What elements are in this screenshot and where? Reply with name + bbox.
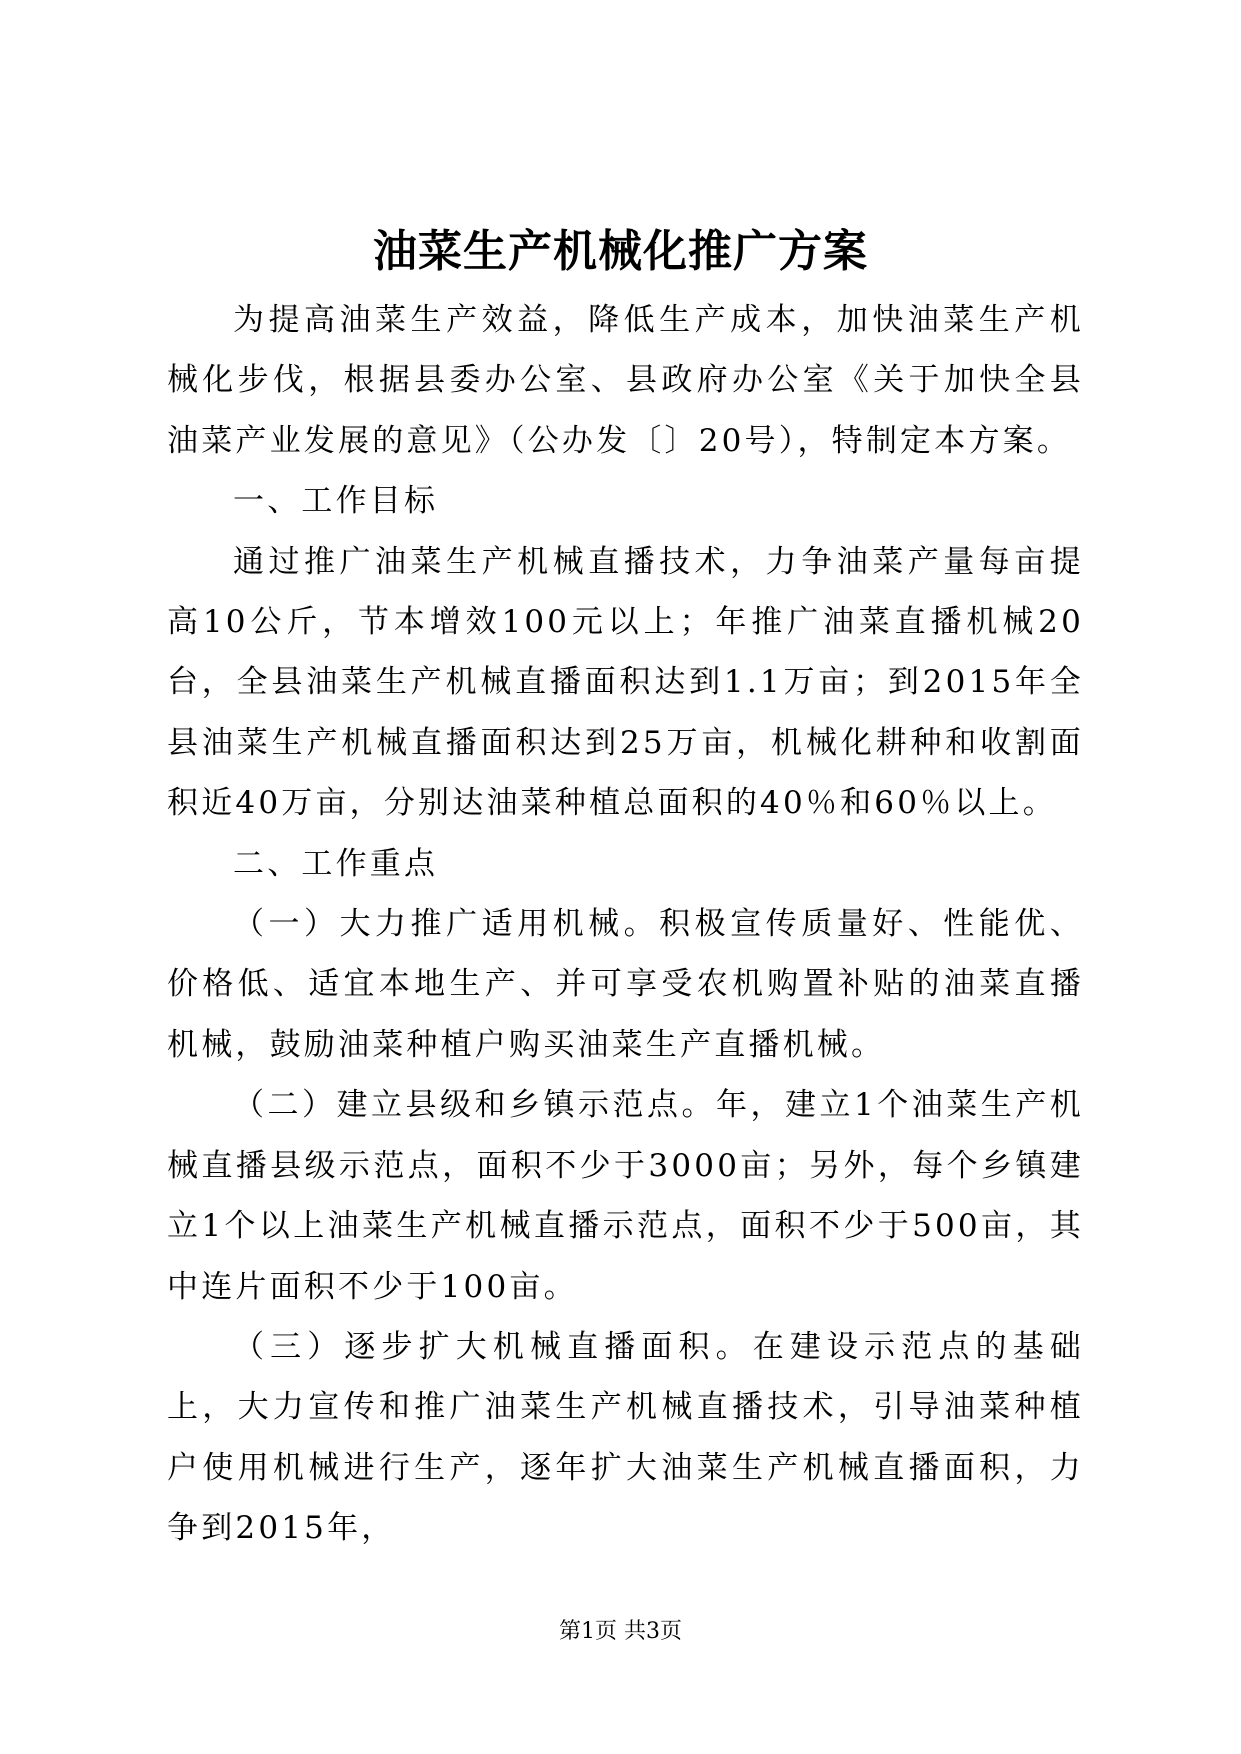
paragraph-work-goals: 通过推广油菜生产机械直播技术，力争油菜产量每亩提高10公斤，节本增效100元以上；年推广油菜直播机械20台，全县油菜生产机械直播面积达到1.1万亩；到2015年全县油菜生产机械直播面积达到25万亩，机械化耕种和收割面积近40万亩，分别达油菜种植总面积的40％和60％以上。 <box>167 543 1084 822</box>
heading-work-goals: 一、工作目标 <box>233 483 439 520</box>
page-footer: 第1页 共3页 <box>559 1619 682 1644</box>
heading-work-focus: 二、工作重点 <box>233 845 439 882</box>
paragraph-focus-2: （二）建立县级和乡镇示范点。年，建立1个油菜生产机械直播县级示范点，面积不少于3000亩；另外，每个乡镇建立1个以上油菜生产机械直播示范点，面积不少于500亩，其中连片面积不少于100亩。 <box>167 1087 1084 1305</box>
document-title: 油菜生产机械化推广方案 <box>373 226 868 277</box>
paragraph-focus-1: （一）大力推广适用机械。积极宣传质量好、性能优、价格低、适宜本地生产、并可享受农机购置补贴的油菜直播机械，鼓励油菜种植户购买油菜生产直播机械。 <box>167 906 1084 1063</box>
paragraph-intro: 为提高油菜生产效益，降低生产成本，加快油菜生产机械化步伐，根据县委办公室、县政府办公室《关于加快全县油菜产业发展的意见》（公办发〔〕20号），特制定本方案。 <box>167 302 1084 459</box>
paragraph-focus-3: （三）逐步扩大机械直播面积。在建设示范点的基础上，大力宣传和推广油菜生产机械直播技术，引导油菜种植户使用机械进行生产，逐年扩大油菜生产机械直播面积，力争到2015年， <box>167 1328 1084 1547</box>
document-body <box>167 290 1084 1559</box>
